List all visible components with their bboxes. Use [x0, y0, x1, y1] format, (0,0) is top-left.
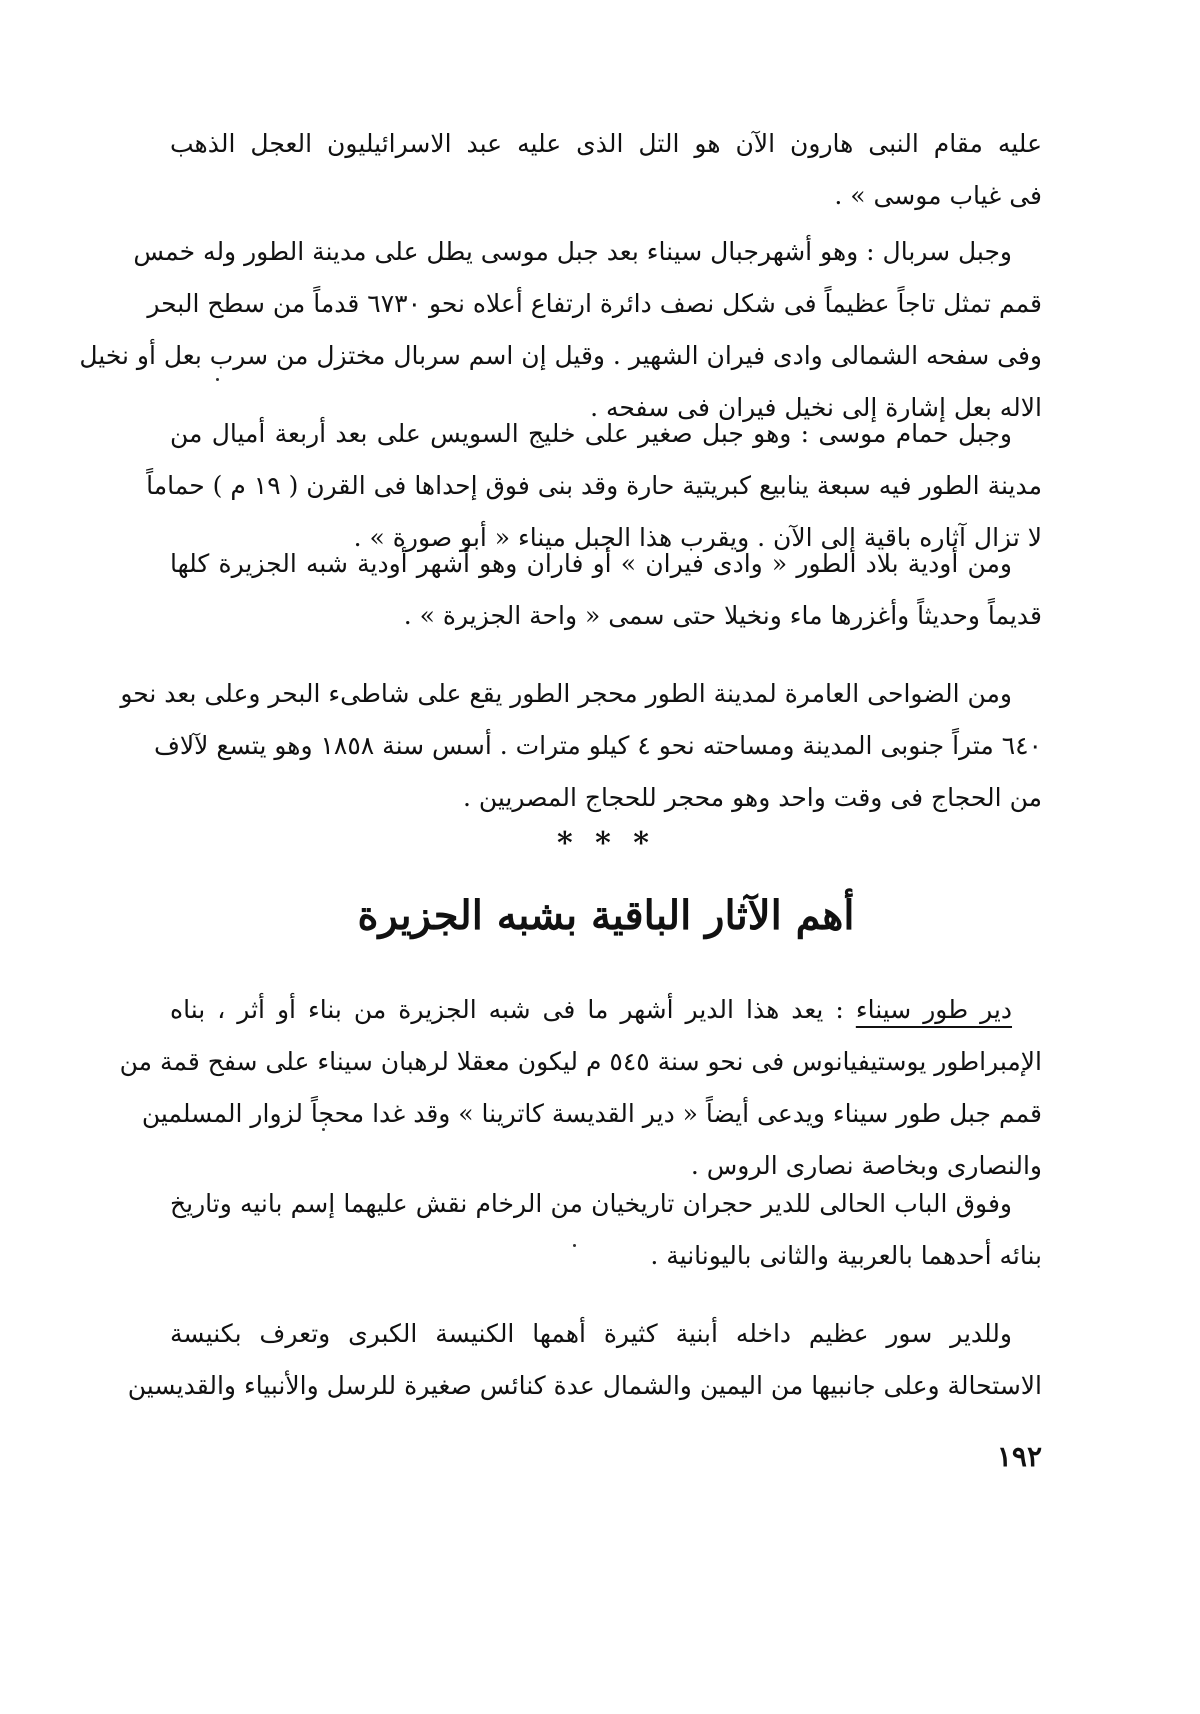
text-line: وجبل سربال : وهو أشهرجبال سيناء بعد جبل موسى يطل على مدينة الطور وله خمس [133, 237, 1012, 266]
text-line: وفى سفحه الشمالى وادى فيران الشهير . وقيل إن اسم سربال مختزل من سرب بعل أو نخيل [79, 341, 1042, 370]
page-body [79, 118, 1042, 1678]
text-line: لا تزال آثاره باقية إلى الآن . ويقرب هذا الجبل ميناء « أبو صورة » . [353, 523, 1042, 552]
text-line: فى غياب موسى » . [834, 181, 1042, 210]
section-separator: * * * [557, 826, 655, 861]
text-line: من الحجاج فى وقت واحد وهو محجر للحجاج المصريين . [462, 783, 1042, 812]
text-line: ٦٤٠ متراً جنوبى المدينة ومساحته نحو ٤ كيلو مترات . أسس سنة ١٨٥٨ وهو يتسع لآلاف [153, 731, 1042, 760]
text-line: وفوق الباب الحالى للدير حجران تاريخيان من الرخام نقش عليهما إسم بانيه وتاريخ [170, 1189, 1012, 1218]
scan-speck [573, 1244, 576, 1247]
scan-speck [216, 378, 219, 381]
text-line: عليه مقام النبى هارون الآن هو التل الذى عليه عبد الاسرائيليون العجل الذهب [170, 129, 1042, 158]
text-line: بنائه أحدهما بالعربية والثانى باليونانية . [650, 1241, 1042, 1270]
text-line: وللدير سور عظيم داخله أبنية كثيرة أهمها الكنيسة الكبرى وتعرف بكنيسة [170, 1319, 1012, 1348]
page-number: ١٩٢ [996, 1440, 1042, 1473]
text-line: مدينة الطور فيه سبعة ينابيع كبريتية حارة وقد بنى فوق إحداها فى القرن ( ١٩ م ) حماماً [146, 471, 1042, 500]
text-line: الاستحالة وعلى جانبيها من اليمين والشمال عدة كنائس صغيرة للرسل والأنبياء والقديسين [127, 1371, 1042, 1400]
text-line: الاله بعل إشارة إلى نخيل فيران فى سفحه . [590, 393, 1042, 422]
text-line: ومن أودية بلاد الطور « وادى فيران » أو فاران وهو أشهر أودية شبه الجزيرة كلها [170, 549, 1012, 578]
text-line: ومن الضواحى العامرة لمدينة الطور محجر الطور يقع على شاطىء البحر وعلى بعد نحو [120, 679, 1012, 708]
section-title: أهم الآثار الباقية بشبه الجزيرة [357, 892, 855, 939]
text-line: والنصارى وبخاصة نصارى الروس . [690, 1151, 1042, 1180]
text-line: الإمبراطور يوستيفيانوس فى نحو سنة ٥٤٥ م ليكون معقلا لرهبان سيناء على سفح قمة من [119, 1047, 1042, 1076]
text-line: قمم جبل طور سيناء ويدعى أيضاً « دير القديسة كاترينا » وقد غدا محجاً لزوار المسلمين [141, 1099, 1042, 1128]
section-first-line [170, 984, 1042, 1036]
section-first-text: : يعد هذا الدير أشهر ما فى شبه الجزيرة من بناء أو أثر ، بناه [170, 995, 856, 1024]
text-line: وجبل حمام موسى : وهو جبل صغير على خليج السويس على بعد أربعة أميال من [170, 419, 1012, 448]
text-line: قديماً وحديثاً وأغزرها ماء ونخيلا حتى سمى « واحة الجزيرة » . [403, 601, 1042, 630]
text-line: قمم تمثل تاجاً عظيماً فى شكل نصف دائرة ارتفاع أعلاه نحو ٦٧٣٠ قدماً من سطح البحر [147, 289, 1042, 318]
scan-speck [322, 1128, 325, 1131]
monastery-name: دير طور سيناء [855, 995, 1013, 1024]
